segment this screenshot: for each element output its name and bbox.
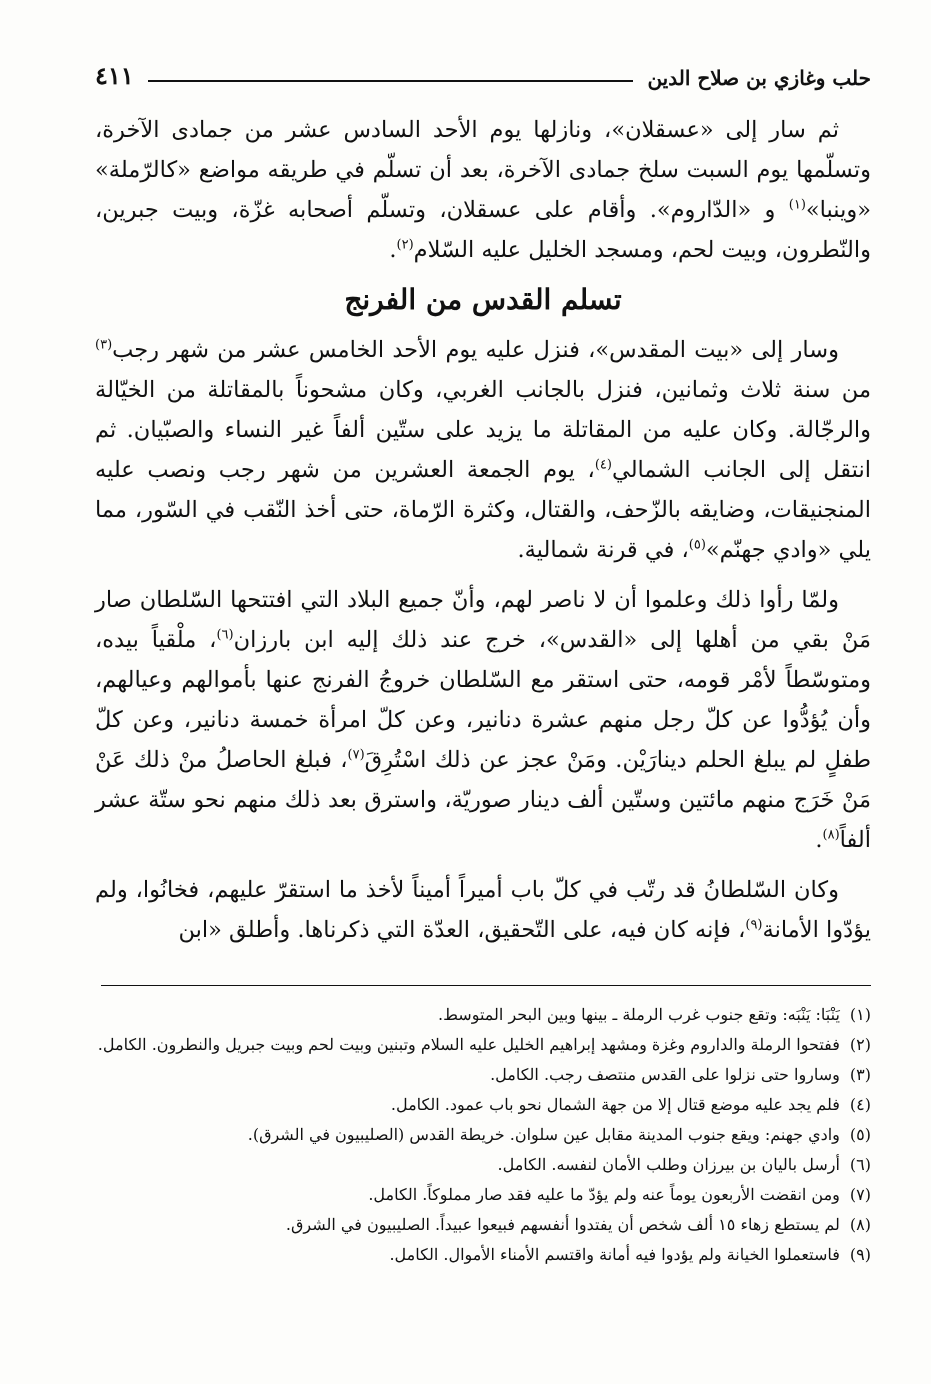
- main-text: [95, 110, 871, 960]
- running-title: حلب وغازي بن صلاح الدين: [647, 66, 871, 90]
- footnote-item: (٤) فلم يجد عليه موضع قتال إلا من جهة الشمال نحو باب عمود. الكامل.: [390, 1095, 871, 1114]
- paragraph: ثم سار إلى «عسقلان»، ونازلها يوم الأحد السادس عشر من جمادى الآخرة، وتسلّمها يوم السبت سلخ جمادى الآخرة، بعد أن تسلّم في طريقه مواضع «كالرّملة» «وينبا»$^{(١)}$ و «الدّاروم». وأقام على عسقلان، وتسلّم أصحابه غزّة، وبيت جبرين، والنّطرون، وبيت لحم، ومسجد الخليل عليه السّلام$^{(٢)}$.: [95, 117, 871, 263]
- page-header: [95, 50, 871, 90]
- footnote-item: (٦) أرسل باليان بن بيرزان وطلب الأمان لنفسه. الكامل.: [497, 1155, 871, 1174]
- section-heading: تسلم القدس من الفرنج: [344, 283, 622, 316]
- footnote-item: (٨) لم يستطع زهاء ١٥ ألف شخص أن يفتدوا أنفسهم فبيعوا عبيداً. الصليبيون في الشرق.: [285, 1215, 871, 1234]
- footnote-item: (٢) ففتحوا الرملة والداروم وغزة ومشهد إبراهيم الخليل عليه السلام وتبنين وبيت لحم وبيت جبريل والنطرون. الكامل.: [97, 1035, 871, 1054]
- footnote-item: (٥) وادي جهنم: ويقع جنوب المدينة مقابل عين سلوان. خريطة القدس (الصليبيون في الشرق).: [247, 1125, 871, 1144]
- footnote-item: (٩) فاستعملوا الخيانة ولم يؤدوا فيه أمانة واقتسم الأمناء الأموال. الكامل.: [389, 1245, 871, 1264]
- paragraph: ولمّا رأوا ذلك وعلموا أن لا ناصر لهم، وأنّ جميع البلاد التي افتتحها السّلطان صار مَنْ بقي من أهلها إلى «القدس»، خرج عند ذلك إليه ابن بارزان$^{(٦)}$، ملْقياً بيده، ومتوسّطاً لأمْر قومه، حتى استقر مع السّلطان خروجُ الفرنج عنها بأموالهم وعيالهم، وأن يُؤدُّوا عن كلّ رجل منهم عشرة دنانير، وعن كلّ امرأة خمسة دنانير، وعن كلّ طفلٍ لم يبلغ الحلم دينارَيْن. ومَنْ عجز عن ذلك اسْتُرِقَ$^{(٧)}$، فبلغ الحاصلُ منْ ذلك عَنْ مَنْ خَرَج منهم مائتين وستّين ألف دينار صوريّة، واسترق بعد ذلك منهم نحو ستّة عشر ألفاً$^{(٨)}$.: [95, 587, 871, 853]
- footnote-separator: [101, 985, 871, 986]
- paragraph: وسار إلى «بيت المقدس»، فنزل عليه يوم الأحد الخامس عشر من شهر رجب$^{(٣)}$ من سنة ثلاث وثمانين، فنزل بالجانب الغربي، وكان مشحوناً بالمقاتلة من الخيّالة والرجّالة. وكان عليه من المقاتلة ما يزيد على ستّين ألفاً غير النساء والصبّيان. ثم انتقل إلى الجانب الشمالي$^{(٤)}$، يوم الجمعة العشرين من شهر رجب ونصب عليه المنجنيقات، وضايقه بالزّحف، والقتال، وكثرة الرّماة، حتى أخذ النّقب في السّور، مما يلي «وادي جهنّم»$^{(٥)}$، في قرنة شمالية.: [95, 337, 871, 563]
- header-rule: [148, 80, 634, 82]
- footnotes: [95, 1000, 871, 1270]
- footnote-item: (٣) وساروا حتى نزلوا على القدس منتصف رجب. الكامل.: [490, 1065, 871, 1084]
- page-number: ٤١١: [95, 61, 134, 90]
- footnote-item: (٧) ومن انقضت الأربعون يوماً عنه ولم يؤدّ ما عليه فقد صار مملوكاً. الكامل.: [368, 1185, 871, 1204]
- paragraph: وكان السّلطانُ قد رتّب في كلّ باب أميراً أميناً لأخذ ما استقرّ عليهم، فخانُوا، ولم يؤدّوا الأمانة$^{(٩)}$، فإنه كان فيه، على التّحقيق، العدّة التي ذكرناها. وأطلق «ابن: [95, 877, 871, 943]
- footnote-item: (١) يَنْبَا: يَنْبَه: وتقع جنوب غرب الرملة ـ بينها وبين البحر المتوسط.: [438, 1005, 871, 1024]
